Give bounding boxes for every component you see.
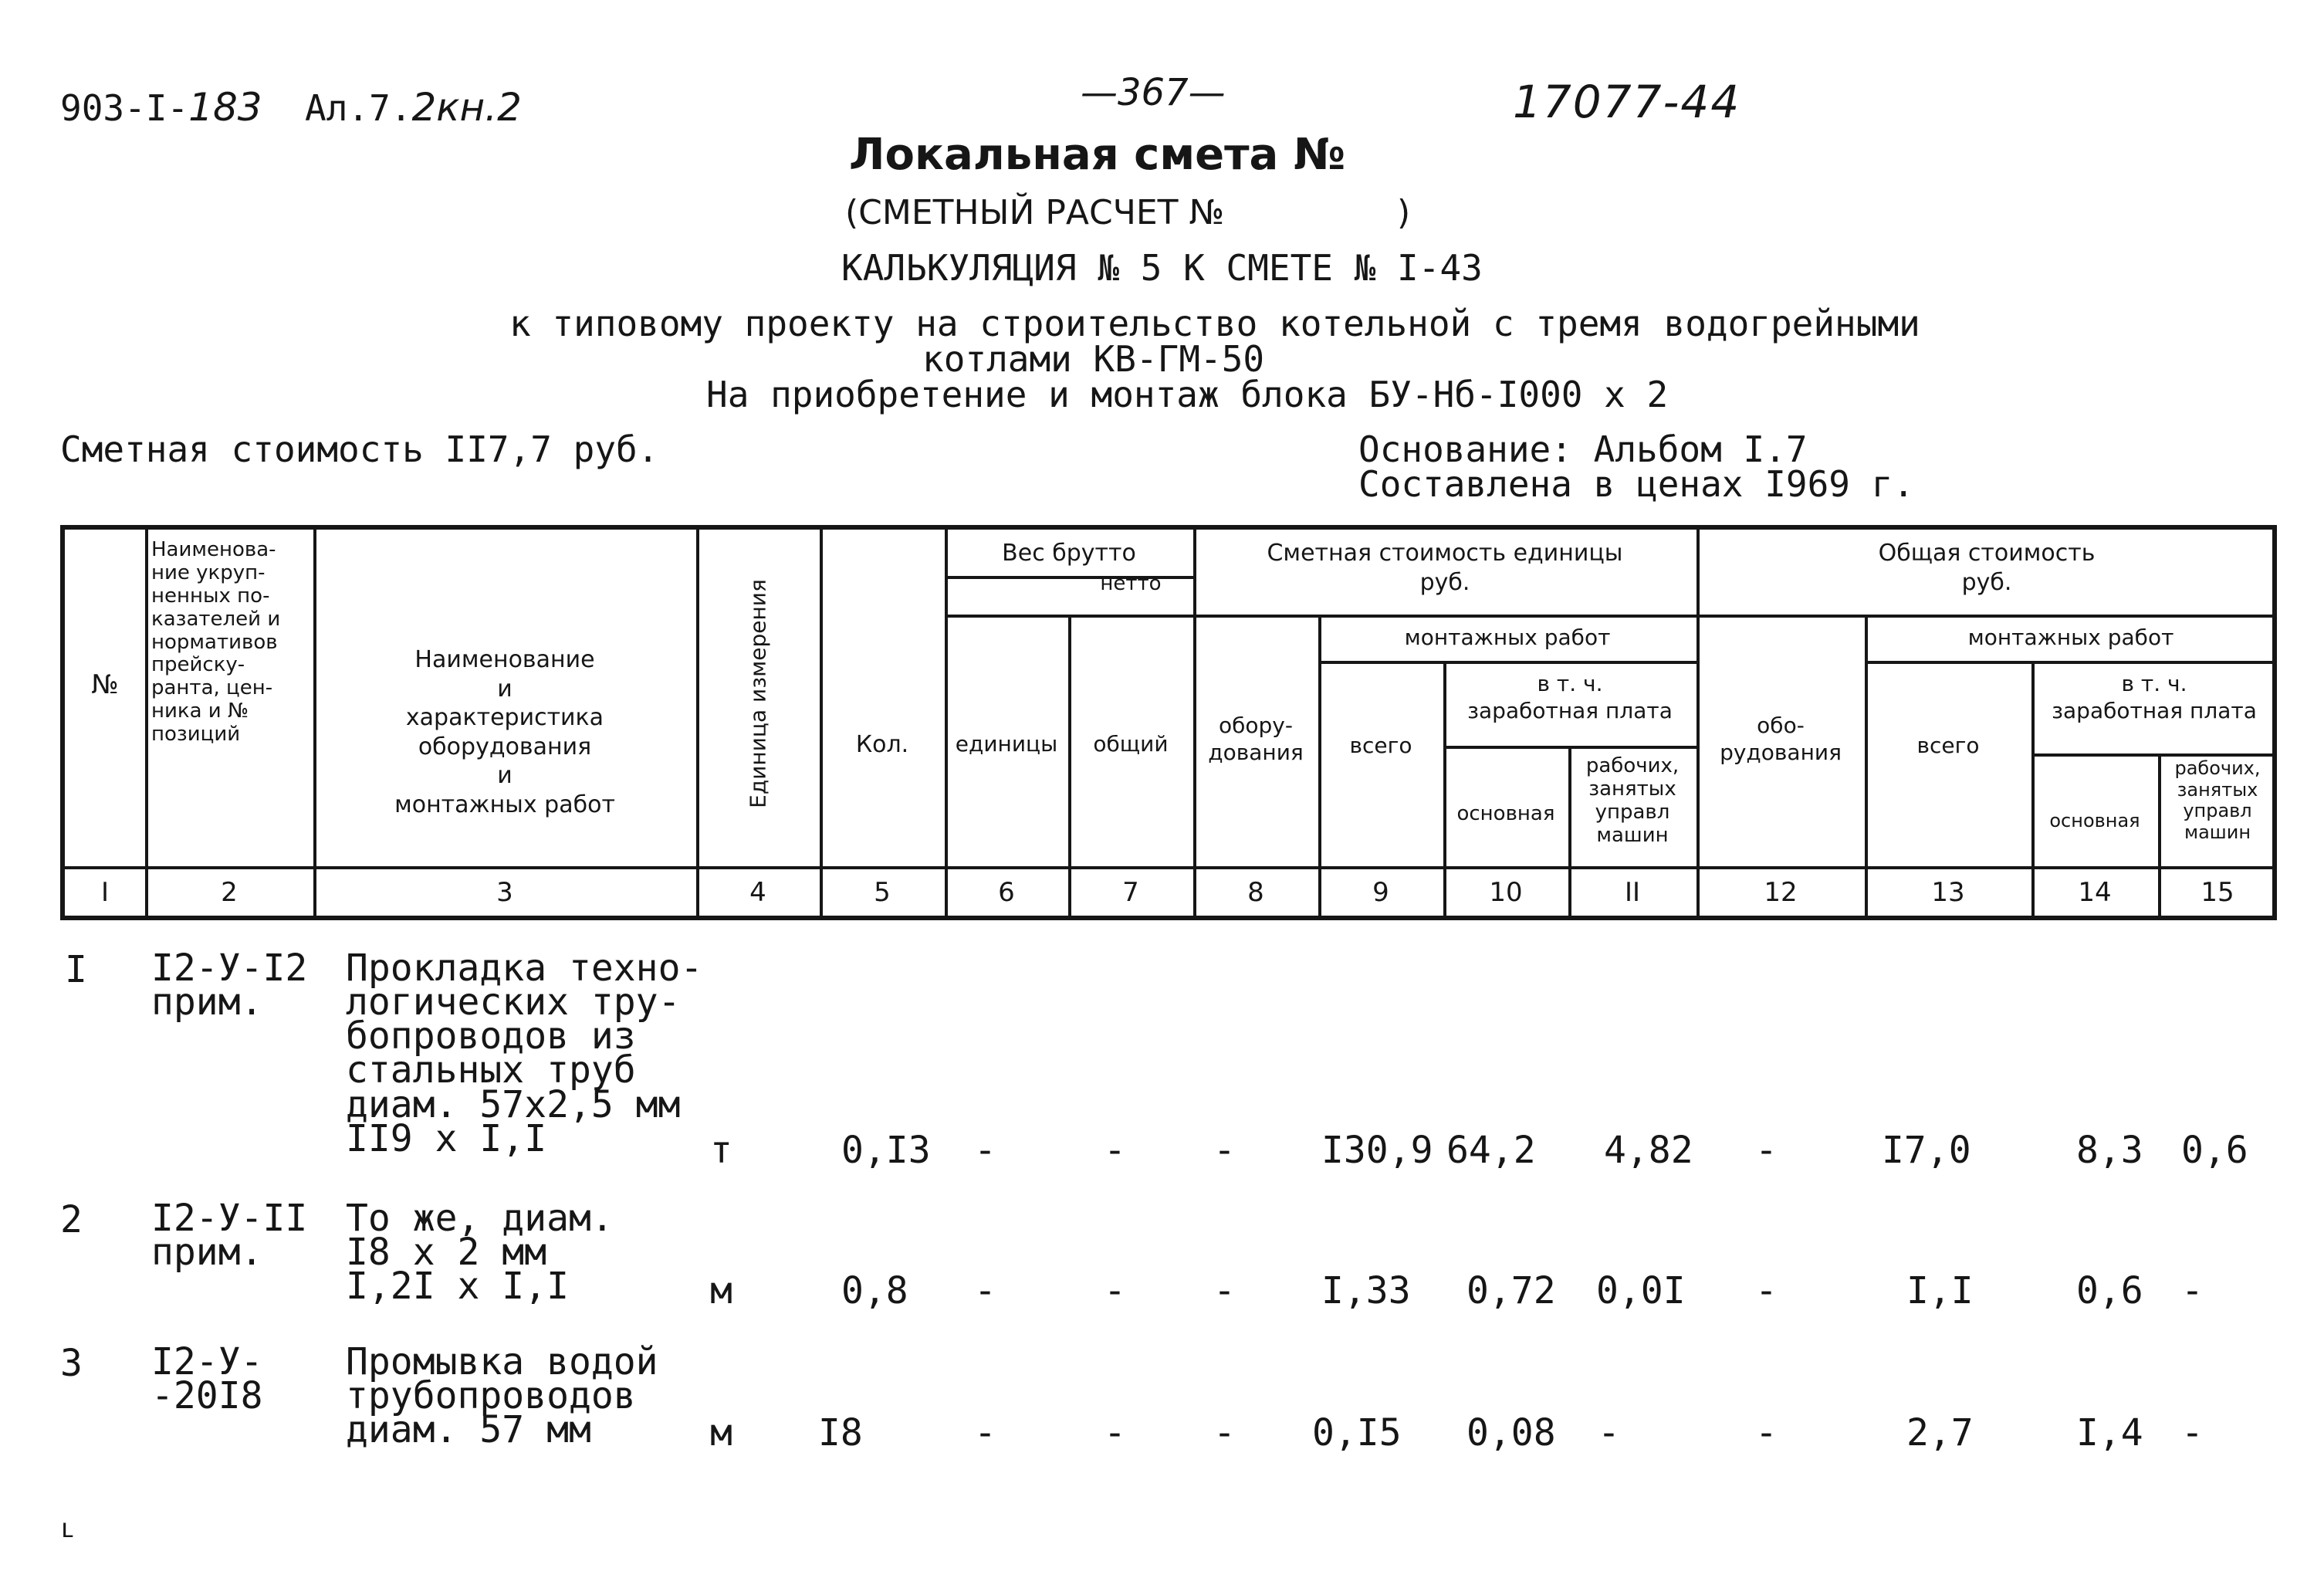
- unit-equipment-header: обору- дования: [1208, 713, 1304, 765]
- row-description: То же, диам. I8 х 2 мм I,2I х I,I: [346, 1197, 614, 1309]
- col-number: 6: [998, 877, 1015, 908]
- weight-unit-header: единицы: [955, 731, 1058, 757]
- col-number: 7: [1122, 877, 1139, 908]
- document-number: 17077-44: [1513, 76, 1741, 128]
- price-base: Составлена в ценах I969 г.: [1358, 463, 1915, 505]
- col-no-header: №: [91, 669, 119, 700]
- row-unit-machine: -: [1598, 1411, 1620, 1454]
- row-equipment: -: [1213, 1411, 1236, 1454]
- row-total-equipment: -: [1755, 1129, 1778, 1172]
- weight-gross-header: Вес брутто: [1002, 540, 1136, 567]
- total-installation-header: монтажных работ: [1967, 625, 2174, 650]
- album-printed: Ал.7.: [305, 87, 412, 129]
- row-qty: 0,8: [841, 1269, 908, 1312]
- row-unit: м: [710, 1269, 732, 1312]
- total-basic-header: основная: [2049, 810, 2140, 831]
- total-machine-header: рабочих, занятых управл машин: [2174, 757, 2261, 843]
- row-total-machine: -: [2181, 1411, 2204, 1454]
- row-no: 3: [60, 1342, 83, 1385]
- divider: [945, 615, 2277, 618]
- row-weight-unit: -: [974, 1411, 996, 1454]
- row-equipment: -: [1213, 1269, 1236, 1312]
- weight-total-header: общий: [1093, 731, 1169, 757]
- row-weight-total: -: [1104, 1269, 1126, 1312]
- row-no: 2: [60, 1198, 83, 1241]
- row-total-equipment: -: [1755, 1411, 1778, 1454]
- divider: [65, 866, 2277, 869]
- row-total-basic: 0,6: [2076, 1269, 2143, 1312]
- col-number: 2: [221, 877, 238, 908]
- divider: [1443, 746, 1696, 749]
- col-number: 9: [1372, 877, 1389, 908]
- row-total-machine: -: [2181, 1269, 2204, 1312]
- row-code: I2-У- -20I8: [151, 1340, 263, 1418]
- unit-all-header: всего: [1349, 733, 1412, 758]
- row-unit: м: [710, 1411, 732, 1454]
- divider: [1068, 615, 1071, 920]
- row-total-all: I7,0: [1882, 1129, 1971, 1172]
- row-code: I2-У-II прим.: [151, 1197, 308, 1275]
- col-unit-header: Единица измерения: [745, 579, 771, 808]
- row-total-basic: I,4: [2076, 1411, 2143, 1454]
- row-unit-all: 0,I5: [1312, 1411, 1402, 1454]
- col-code-header: Наименова- ние укруп- ненных по- казателей и нормативов прейску- ранта, цен- ника и № позиций: [151, 538, 281, 747]
- basis: Основание: Альбом I.7: [1358, 428, 1808, 470]
- total-wage-header: в т. ч. заработная плата: [2052, 671, 2257, 723]
- unit-basic-header: основная: [1456, 802, 1555, 825]
- row-weight-unit: -: [974, 1129, 996, 1172]
- page-number: —367—: [1081, 71, 1226, 114]
- estimated-cost: Сметная стоимость II7,7 руб.: [60, 428, 659, 470]
- row-total-basic: 8,3: [2076, 1129, 2143, 1172]
- divider: [1865, 661, 2277, 664]
- row-unit-all: I30,9: [1321, 1129, 1433, 1172]
- row-weight-total: -: [1104, 1129, 1126, 1172]
- project-line-2: котлами КВ-ГМ-50: [922, 338, 1265, 380]
- row-qty: I8: [818, 1411, 863, 1454]
- footer-mark: ւ: [60, 1513, 76, 1544]
- row-qty: 0,I3: [841, 1129, 931, 1172]
- project-code: [60, 85, 522, 130]
- row-unit-basic: 0,08: [1466, 1411, 1556, 1454]
- col-number: 12: [1764, 877, 1798, 908]
- row-description: Промывка водой трубопроводов диам. 57 мм: [346, 1340, 658, 1452]
- row-total-all: 2,7: [1906, 1411, 1974, 1454]
- row-unit-machine: 4,82: [1604, 1129, 1693, 1172]
- row-unit-machine: 0,0I: [1596, 1269, 1686, 1312]
- calc-title-close: ): [1397, 193, 1411, 232]
- weight-net-header: нетто: [1100, 572, 1162, 595]
- project-line-1: к типовому проекту на строительство котельной с тремя водогрейными: [509, 303, 1920, 344]
- col-number: 8: [1247, 877, 1264, 908]
- col-number: 3: [496, 877, 513, 908]
- row-equipment: -: [1213, 1129, 1236, 1172]
- row-no: I: [65, 948, 87, 991]
- page-title: Локальная смета №: [849, 130, 1346, 180]
- total-cost-header: Общая стоимость руб.: [1878, 540, 2096, 596]
- col-number: 15: [2201, 877, 2234, 908]
- col-number: II: [1624, 877, 1641, 908]
- total-all-header: всего: [1916, 733, 1980, 758]
- calc-title: (СМЕТНЫЙ РАСЧЕТ №: [845, 193, 1225, 232]
- unit-machine-header: рабочих, занятых управл машин: [1585, 754, 1680, 847]
- row-weight-total: -: [1104, 1411, 1126, 1454]
- project-code-printed: 903-I-: [60, 87, 189, 129]
- total-equipment-header: обо- рудования: [1720, 713, 1842, 765]
- project-line-3: На приобретение и монтаж блока БУ-Нб-I000 х 2: [706, 374, 1669, 415]
- row-description: Прокладка техно- логических тру- бопроводов из стальных труб диам. 57х2,5 мм II9 х I,I: [346, 947, 703, 1160]
- row-total-all: I,I: [1906, 1269, 1974, 1312]
- col-number: 4: [749, 877, 766, 908]
- album-handwritten: 2кн.2: [411, 85, 522, 130]
- col-number: I: [100, 877, 110, 908]
- unit-cost-header: Сметная стоимость единицы руб.: [1267, 540, 1623, 596]
- row-weight-unit: -: [974, 1269, 996, 1312]
- estimate-table-header: [60, 525, 2277, 920]
- divider: [820, 530, 823, 920]
- col-number: 14: [2078, 877, 2112, 908]
- project-code-handwritten: 183: [188, 85, 262, 130]
- col-number: 10: [1489, 877, 1523, 908]
- divider: [2031, 753, 2277, 757]
- row-unit-basic: 64,2: [1446, 1129, 1536, 1172]
- row-total-machine: 0,6: [2181, 1129, 2248, 1172]
- col-name-header: Наименование и характеристика оборудования и монтажных работ: [394, 646, 615, 818]
- row-unit: т: [710, 1129, 732, 1172]
- divider: [145, 530, 148, 920]
- col-number: 13: [1931, 877, 1965, 908]
- divider: [1318, 661, 1696, 664]
- col-number: 5: [874, 877, 891, 908]
- row-code: I2-У-I2 прим.: [151, 947, 308, 1024]
- calculation-title: КАЛЬКУЛЯЦИЯ № 5 К СМЕТЕ № I-43: [841, 247, 1483, 289]
- divider: [945, 530, 948, 920]
- row-total-equipment: -: [1755, 1269, 1778, 1312]
- divider: [696, 530, 699, 920]
- unit-wage-header: в т. ч. заработная плата: [1467, 671, 1673, 723]
- col-qty-header: Кол.: [855, 731, 909, 758]
- row-unit-all: I,33: [1321, 1269, 1411, 1312]
- unit-installation-header: монтажных работ: [1404, 625, 1611, 650]
- row-unit-basic: 0,72: [1466, 1269, 1556, 1312]
